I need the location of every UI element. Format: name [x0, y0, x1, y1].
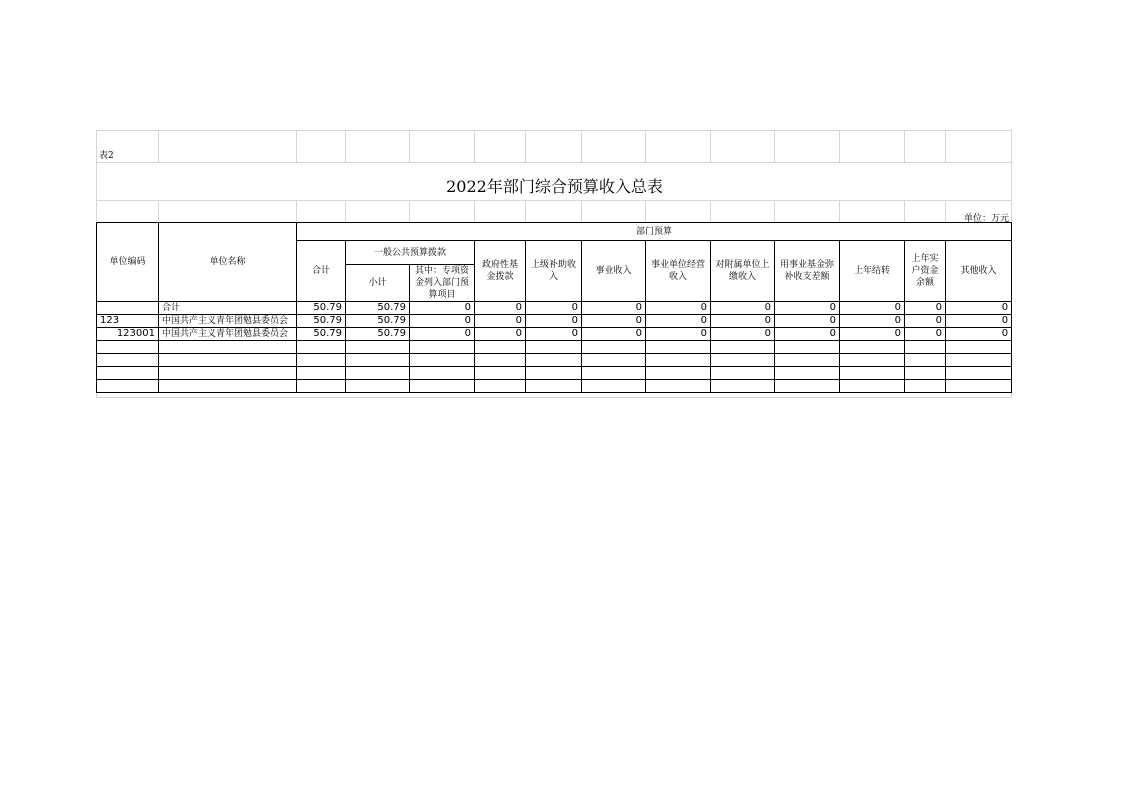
gridline: [581, 130, 582, 162]
empty-row: [97, 341, 1012, 354]
header-prior-balance: 上年实户资金余额: [905, 241, 946, 302]
gridline: [158, 200, 159, 222]
header-unit-name: 单位名称: [159, 223, 297, 302]
gridline: [474, 200, 475, 222]
gridline: [96, 162, 1012, 163]
gridline: [96, 397, 1012, 398]
header-superior-subsidy: 上级补助收入: [526, 241, 582, 302]
header-total: 合计: [297, 241, 346, 302]
header-fund-offset: 用事业基金弥补收支差额: [775, 241, 840, 302]
empty-row: [97, 380, 1012, 393]
gridline: [474, 130, 475, 162]
unit-code-cell: 123001: [97, 328, 159, 341]
gridline: [839, 130, 840, 162]
value-cell: 0: [775, 315, 840, 328]
gridline: [296, 130, 297, 162]
value-cell: 0: [840, 328, 905, 341]
value-cell: 0: [840, 302, 905, 315]
header-unit-code: 单位编码: [97, 223, 159, 302]
value-cell: 50.79: [297, 302, 346, 315]
value-cell: 0: [946, 302, 1012, 315]
gridline: [158, 130, 159, 162]
value-cell: 0: [526, 302, 582, 315]
gridline: [945, 200, 946, 222]
value-cell: 0: [946, 315, 1012, 328]
gridline: [296, 200, 297, 222]
unit-label: 单位：万元: [963, 214, 1009, 224]
gridline: [710, 130, 711, 162]
value-cell: 0: [582, 302, 646, 315]
value-cell: 0: [410, 328, 475, 341]
gridline: [525, 200, 526, 222]
header-subtotal: 小计: [346, 265, 410, 302]
gridline: [904, 130, 905, 162]
header-business-income: 事业收入: [582, 241, 646, 302]
header-carryover: 上年结转: [840, 241, 905, 302]
gridline: [345, 130, 346, 162]
table-number: 表2: [99, 151, 114, 161]
unit-name-cell: 中国共产主义青年团勉县委员会: [159, 328, 297, 341]
value-cell: 50.79: [346, 302, 410, 315]
value-cell: 50.79: [297, 328, 346, 341]
table-row: [97, 328, 1012, 341]
unit-code-cell: [97, 302, 159, 315]
gridline: [645, 200, 646, 222]
header-business-operating: 事业单位经营收入: [646, 241, 711, 302]
value-cell: 0: [840, 315, 905, 328]
value-cell: 0: [646, 315, 711, 328]
unit-name-cell: 中国共产主义青年团勉县委员会: [159, 315, 297, 328]
gridline: [904, 200, 905, 222]
header-special-funds: 其中：专项资金列入部门预算项目: [410, 265, 475, 302]
value-cell: 0: [946, 328, 1012, 341]
gridline: [774, 130, 775, 162]
value-cell: 0: [475, 328, 526, 341]
unit-name-cell: 合计: [159, 302, 297, 315]
gridline: [96, 200, 1012, 201]
gridline: [345, 200, 346, 222]
value-cell: 0: [775, 302, 840, 315]
value-cell: 0: [475, 315, 526, 328]
header-affiliated-income: 对附属单位上缴收入: [711, 241, 775, 302]
gridline: [409, 200, 410, 222]
unit-code-cell: 123: [97, 315, 159, 328]
header-gov-fund: 政府性基金拨款: [475, 241, 526, 302]
gridline: [774, 200, 775, 222]
value-cell: 0: [646, 328, 711, 341]
gridline: [710, 200, 711, 222]
gridline: [945, 130, 946, 162]
gridline: [96, 130, 1012, 131]
value-cell: 50.79: [346, 315, 410, 328]
spreadsheet-page: [96, 130, 1013, 398]
empty-row: [97, 354, 1012, 367]
value-cell: 0: [475, 302, 526, 315]
value-cell: 0: [905, 328, 946, 341]
value-cell: 0: [646, 302, 711, 315]
table-row: [97, 302, 1012, 315]
value-cell: 50.79: [346, 328, 410, 341]
page-title: 2022年部门综合预算收入总表: [446, 177, 663, 196]
value-cell: 0: [711, 315, 775, 328]
value-cell: 0: [711, 328, 775, 341]
header-general-budget: 一般公共预算拨款: [346, 241, 475, 265]
gridline: [409, 130, 410, 162]
gridline: [645, 130, 646, 162]
value-cell: 0: [582, 315, 646, 328]
empty-row: [97, 367, 1012, 380]
value-cell: 0: [410, 302, 475, 315]
budget-table: [96, 222, 1012, 393]
value-cell: 0: [582, 328, 646, 341]
table-row: [97, 315, 1012, 328]
value-cell: 0: [775, 328, 840, 341]
value-cell: 0: [905, 315, 946, 328]
gridline: [525, 130, 526, 162]
value-cell: 0: [410, 315, 475, 328]
value-cell: 0: [905, 302, 946, 315]
value-cell: 0: [711, 302, 775, 315]
header-other-income: 其他收入: [946, 241, 1012, 302]
gridline: [839, 200, 840, 222]
header-dept-budget: 部门预算: [297, 223, 1012, 241]
gridline: [581, 200, 582, 222]
value-cell: 50.79: [297, 315, 346, 328]
value-cell: 0: [526, 328, 582, 341]
value-cell: 0: [526, 315, 582, 328]
